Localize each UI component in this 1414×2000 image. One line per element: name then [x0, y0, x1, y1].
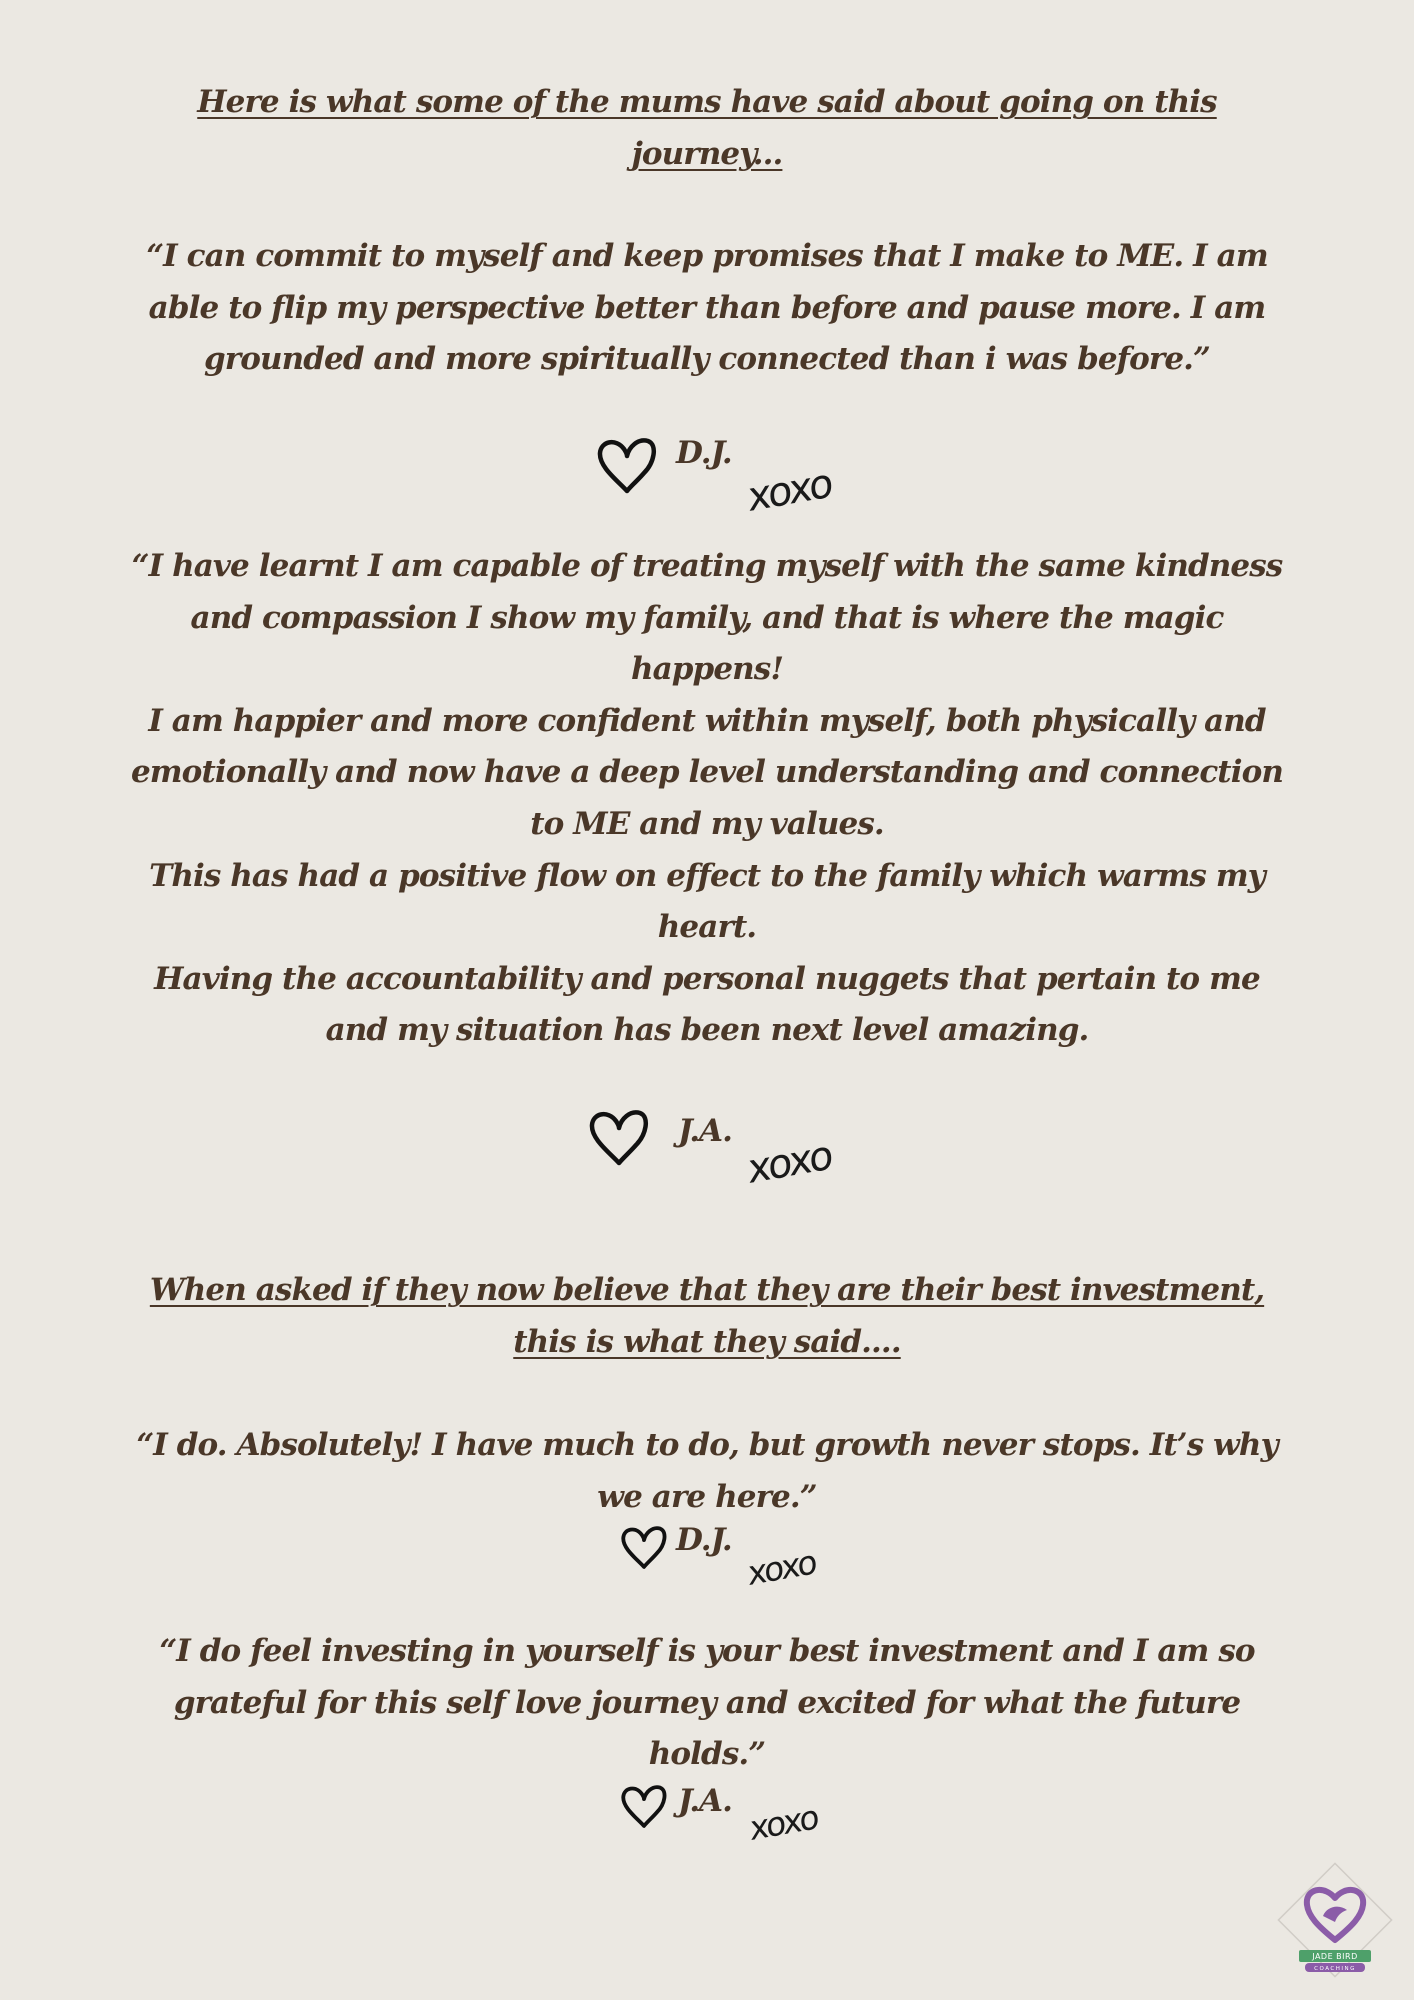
investment-heading-line-2: this is what they said....	[513, 1323, 901, 1360]
answer-signature-dj	[620, 1524, 840, 1614]
logo-tagline: COACHING	[1314, 1966, 1356, 1972]
signature-initials: D.J.	[676, 1522, 732, 1558]
signoff-text: xoxo	[747, 1132, 833, 1194]
testimonial-line: heart.	[657, 909, 757, 946]
signoff-text: xoxo	[747, 1541, 817, 1594]
intro-heading-line-2: journey...	[631, 135, 783, 172]
heart-icon	[620, 1783, 668, 1829]
testimonial-line: “I have learnt I am capable of treating myself with the same kindness	[131, 548, 1283, 584]
answer-line: grateful for this self love journey and excited for what the future	[173, 1684, 1241, 1721]
signature-dj	[596, 435, 856, 525]
testimonial-line: able to flip my perspective better than before and pause more. I am	[148, 289, 1266, 326]
testimonial-line: and my situation has been next level amazing.	[325, 1012, 1089, 1049]
testimonial-line: Having the accountability and personal nuggets that pertain to me	[154, 960, 1260, 997]
answer-signature-ja	[620, 1783, 840, 1873]
testimonial-line: and compassion I show my family, and that is where the magic	[190, 599, 1224, 636]
intro-heading-line-1: Here is what some of the mums have said about going on this	[197, 84, 1217, 120]
signature-ja	[588, 1107, 858, 1197]
answer-dj	[110, 1420, 1304, 1523]
investment-heading-line-1: When asked if they now believe that they are their best investment,	[149, 1272, 1265, 1308]
testimonial-line: to ME and my values.	[530, 805, 884, 842]
signature-initials: D.J.	[676, 435, 732, 471]
testimonial-line: “I can commit to myself and keep promises that I make to ME. I am	[146, 238, 1268, 274]
answer-line: holds.”	[648, 1736, 766, 1773]
heart-icon	[596, 435, 658, 495]
testimonial-line: I am happier and more confident within myself, both physically and	[148, 702, 1266, 739]
answer-line: “I do feel investing in yourself is your best investment and I am so	[159, 1633, 1255, 1669]
answer-ja	[110, 1626, 1304, 1781]
logo-name: JADE BIRD	[1312, 1952, 1358, 1961]
testimonial-line: emotionally and now have a deep level understanding and connection	[130, 754, 1284, 791]
intro-heading	[110, 77, 1304, 180]
testimonial-line: happens!	[630, 651, 784, 688]
signature-initials: J.A.	[678, 1113, 732, 1149]
heart-icon	[588, 1107, 650, 1167]
jade-bird-coaching-logo	[1265, 1850, 1405, 1990]
answer-line: “I do. Absolutely! I have much to do, but growth never stops. It’s why	[136, 1427, 1278, 1463]
signoff-text: xoxo	[749, 1796, 819, 1849]
answer-line: we are here.”	[597, 1478, 817, 1515]
testimonial-line: This has had a positive flow on effect to the family which warms my	[149, 857, 1265, 894]
testimonial-ja	[110, 541, 1304, 1057]
investment-heading	[110, 1265, 1304, 1368]
testimonial-line: grounded and more spiritually connected than i was before.”	[204, 341, 1210, 378]
heart-icon	[620, 1524, 668, 1570]
signature-initials: J.A.	[678, 1783, 732, 1819]
signoff-text: xoxo	[747, 460, 833, 522]
testimonial-dj	[110, 231, 1304, 386]
